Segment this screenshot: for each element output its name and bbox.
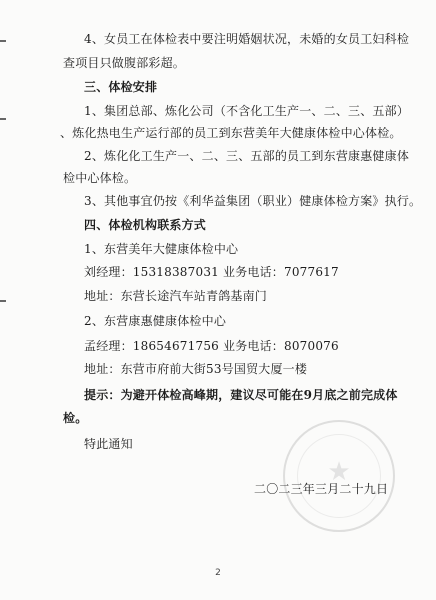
closing-phrase: 特此通知 xyxy=(84,437,133,451)
scan-edge-mark xyxy=(0,40,6,42)
official-seal xyxy=(283,420,395,532)
reminder-line: 检。 xyxy=(63,411,88,425)
issue-date: 二〇二三年三月二十九日 xyxy=(254,482,389,496)
paragraph-line: 、炼化热电生产运行部的员工到东营美年大健康体检中心体检。 xyxy=(60,126,402,140)
scan-edge-mark xyxy=(0,118,6,120)
paragraph-line: 3、其他事宜仍按《利华益集团（职业）健康体检方案》执行。 xyxy=(84,194,422,208)
section-heading: 四、体检机构联系方式 xyxy=(84,218,207,232)
address-line: 地址：东营市府前大街53号国贸大厦一楼 xyxy=(84,362,308,376)
section-heading: 三、体检安排 xyxy=(84,80,158,94)
reminder-line: 提示：为避开体检高峰期，建议尽可能在9月底之前完成体 xyxy=(84,388,398,402)
page-number: 2 xyxy=(215,568,221,578)
paragraph-line: 检中心体检。 xyxy=(63,171,137,185)
paragraph-line: 1、集团总部、炼化公司（不含化工生产一、二、三、五部） xyxy=(84,104,410,118)
paragraph-line: 4、女员工在体检表中要注明婚姻状况，未婚的女员工妇科检 xyxy=(84,32,410,46)
scan-edge-mark xyxy=(0,300,6,302)
paragraph-line: 查项目只做腹部彩超。 xyxy=(63,56,186,70)
paragraph-line: 2、炼化化工生产一、二、三、五部的员工到东营康惠健康体 xyxy=(84,149,410,163)
institution-name: 1、东营美年大健康体检中心 xyxy=(84,242,239,256)
institution-name: 2、东营康惠健康体检中心 xyxy=(84,314,227,328)
contact-line: 孟经理：18654671756 业务电话：8070076 xyxy=(84,339,339,353)
contact-line: 刘经理：15318387031 业务电话：7077617 xyxy=(84,265,339,279)
seal-star-icon: ★ xyxy=(327,456,351,487)
address-line: 地址：东营长途汽车站青鸽基南门 xyxy=(84,289,268,303)
